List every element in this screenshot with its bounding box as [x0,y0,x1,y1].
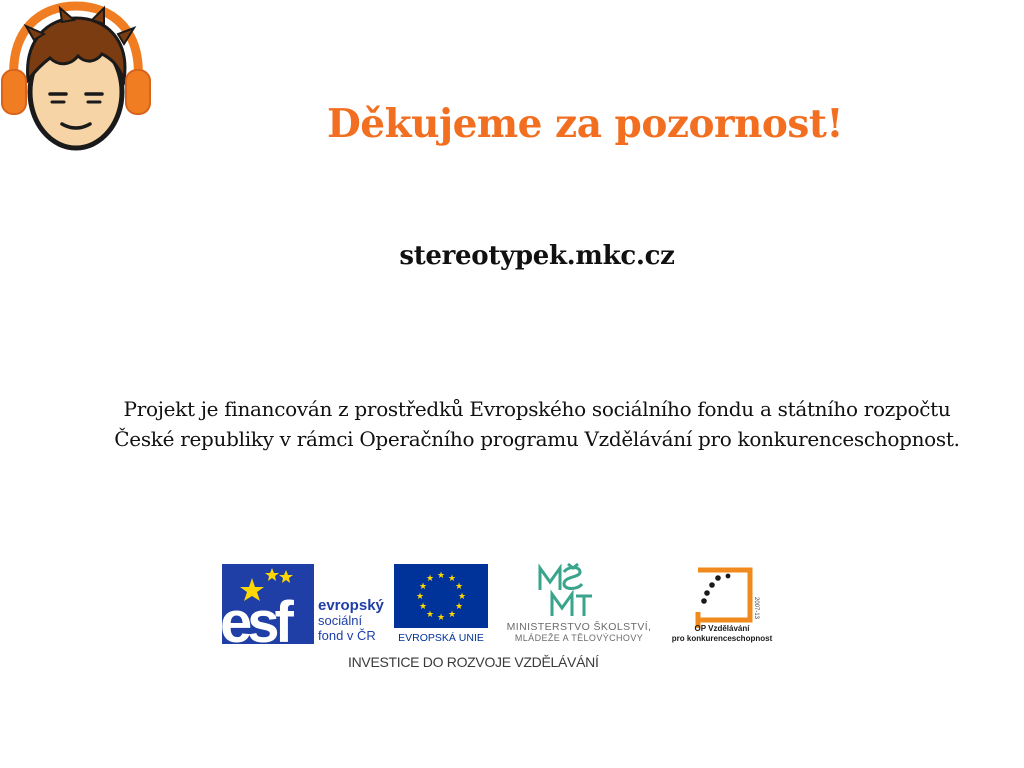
svg-text:★: ★ [425,610,435,620]
svg-text:★: ★ [457,592,467,602]
svg-text:★: ★ [418,582,428,592]
website-link[interactable]: stereotypek.mkc.cz [399,241,675,271]
svg-text:★: ★ [454,602,464,612]
boy-with-headphones-icon [0,0,152,158]
svg-text:★: ★ [436,571,446,581]
svg-text:EVROPSKÁ UNIE: EVROPSKÁ UNIE [398,632,484,644]
op-vzdelavani-logo [668,560,776,646]
svg-text:★: ★ [425,574,435,584]
svg-text:fond v ČR: fond v ČR [318,628,376,643]
esf-logo [220,560,388,646]
svg-text:evropský: evropský [318,597,384,614]
sponsor-logo-strip [220,560,780,676]
svg-text:pro konkurenceschopnost: pro konkurenceschopnost [671,634,773,643]
svg-text:MINISTERSTVO ŠKOLSTVÍ,: MINISTERSTVO ŠKOLSTVÍ, [506,621,652,633]
svg-text:★: ★ [415,592,425,602]
svg-text:★: ★ [454,582,464,592]
svg-text:OP Vzdělávání: OP Vzdělávání [694,624,750,633]
mascot-logo [0,0,152,158]
svg-text:★: ★ [447,574,457,584]
msmt-logo [494,560,664,646]
svg-text:2007-13: 2007-13 [753,596,759,620]
page-title: Děkujeme za pozornost! [326,101,844,147]
svg-text:MLÁDEŽE A TĚLOVÝCHOVY: MLÁDEŽE A TĚLOVÝCHOVY [514,633,644,643]
funding-statement: Projekt je financován z prostředků Evropského sociálního fondu a státního rozpočtu České republiky v rámci Operačního programu Vzdělávání pro konkurenceschopnost. [114,397,960,451]
investice-tagline: INVESTICE DO ROZVOJE VZDĚLÁVÁNÍ [348,654,599,670]
eu-flag-logo [392,564,490,644]
svg-text:esf: esf [220,590,289,646]
svg-text:★: ★ [447,610,457,620]
svg-text:★: ★ [436,613,446,623]
svg-text:sociální: sociální [318,613,363,628]
svg-text:★: ★ [418,602,428,612]
